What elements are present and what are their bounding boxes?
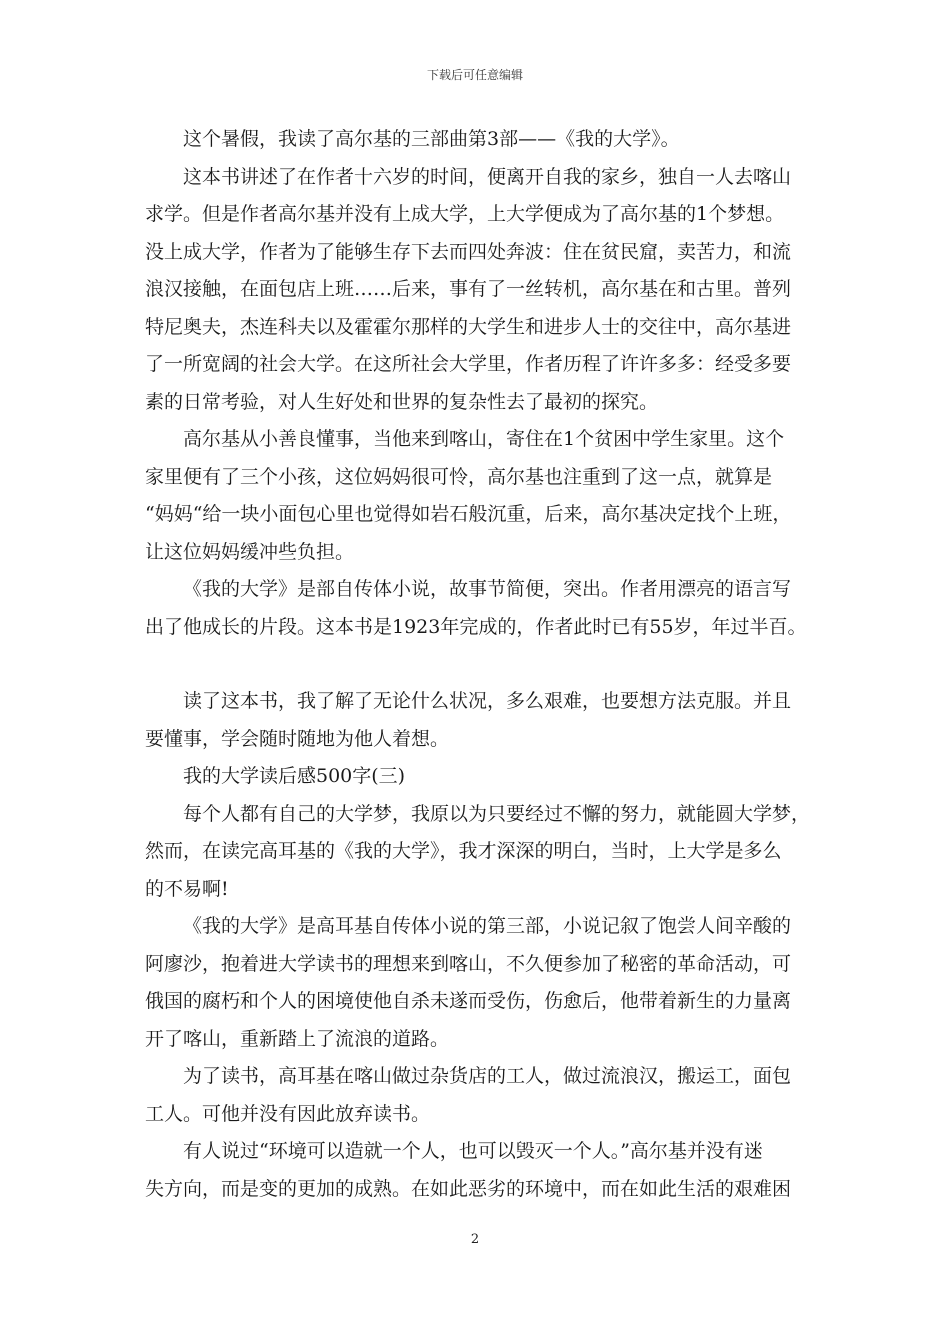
document-body xyxy=(145,121,810,1208)
paragraph-line: 高尔基从小善良懂事，当他来到喀山，寄住在1个贫困中学生家里。这个 xyxy=(183,428,785,450)
page-number: 2 xyxy=(470,1232,480,1247)
paragraph-line: 求学。但是作者高尔基并没有上成大学，上大学便成为了高尔基的1个梦想。 xyxy=(145,203,785,225)
page-header: 下载后可任意编辑 xyxy=(426,68,523,82)
paragraph-line: 《我的大学》是部自传体小说，故事节简便，突出。作者用漂亮的语言写 xyxy=(183,578,792,600)
paragraph-4 xyxy=(145,571,810,646)
paragraph-line: 有人说过“环境可以造就一个人，也可以毁灭一个人。”高尔基并没有迷 xyxy=(183,1140,763,1162)
paragraph-line: 阿廖沙，抱着进大学读书的理想来到喀山，不久便参加了秘密的革命活动，可 xyxy=(145,952,792,975)
paragraph-line: 俄国的腐朽和个人的困境使他自杀未遂而受伤，伤愈后，他带着新生的力量离 xyxy=(145,990,792,1012)
paragraph-line: 浪汉接触，在面包店上班……后来，事有了一丝转机，高尔基在和古里。普列 xyxy=(145,278,792,300)
paragraph-line: 失方向，而是变的更加的成熟。在如此恶劣的环境中，而在如此生活的艰难困 xyxy=(145,1177,792,1200)
paragraph-line: 然而，在读完高耳基的《我的大学》，我才深深的明白，当时，上大学是多么 xyxy=(145,840,782,862)
paragraph-line: 读了这本书，我了解了无论什么状况，多么艰难，也要想方法克服。并且 xyxy=(183,690,792,712)
paragraph-line: 没上成大学，作者为了能够生存下去而四处奔波：住在贫民窟，卖苦力，和流 xyxy=(145,240,792,263)
paragraph-1 xyxy=(145,121,810,159)
paragraph-6 xyxy=(145,796,810,909)
paragraph-line: 为了读书，高耳基在喀山做过杂货店的工人，做过流浪汉，搬运工，面包 xyxy=(183,1065,792,1087)
paragraph-2 xyxy=(145,159,810,422)
paragraph-line: 这个暑假，我读了高尔基的三部曲第3部——《我的大学》。 xyxy=(183,128,680,150)
paragraph-3 xyxy=(145,421,810,571)
paragraph-8 xyxy=(145,1058,810,1133)
paragraph-line: 素的日常考验，对人生好处和世界的复杂性去了最初的探究。 xyxy=(145,390,659,413)
paragraph-line: 要懂事，学会随时随地为他人着想。 xyxy=(145,727,450,750)
paragraph-line: 这本书讲述了在作者十六岁的时间，便离开自我的家乡，独自一人去喀山 xyxy=(183,165,792,188)
paragraph-line: 的不易啊! xyxy=(145,877,229,900)
paragraph-line: 工人。可他并没有因此放弃读书。 xyxy=(145,1102,431,1125)
paragraph-5 xyxy=(145,683,810,758)
paragraph-line: 了一所宽阔的社会大学。在这所社会大学里，作者历程了许许多多：经受多要 xyxy=(145,353,792,375)
paragraph-line: 让这位妈妈缓冲些负担。 xyxy=(145,540,355,563)
paragraph-line: 家里便有了三个小孩，这位妈妈很可怜，高尔基也注重到了这一点，就算是 xyxy=(145,465,773,488)
section-heading xyxy=(145,758,810,796)
section-heading-text: 我的大学读后感500字(三) xyxy=(183,765,406,787)
paragraph-9 xyxy=(145,1133,810,1208)
paragraph-line: 出了他成长的片段。这本书是1923年完成的，作者此时已有55岁，年过半百。 xyxy=(145,615,807,638)
paragraph-7 xyxy=(145,908,810,1058)
paragraph-line: “妈妈“给一块小面包心里也觉得如岩石般沉重，后来，高尔基决定找个上班， xyxy=(145,503,792,525)
paragraph-line: 特尼奥夫，杰连科夫以及霍霍尔那样的大学生和进步人士的交往中，高尔基进 xyxy=(145,315,792,338)
paragraph-line: 开了喀山，重新踏上了流浪的道路。 xyxy=(145,1027,450,1050)
paragraph-line: 每个人都有自己的大学梦，我原以为只要经过不懈的努力，就能圆大学梦， xyxy=(183,802,811,825)
paragraph-line: 《我的大学》是高耳基自传体小说的第三部，小说记叙了饱尝人间辛酸的 xyxy=(183,915,792,937)
blank-line xyxy=(145,646,810,683)
